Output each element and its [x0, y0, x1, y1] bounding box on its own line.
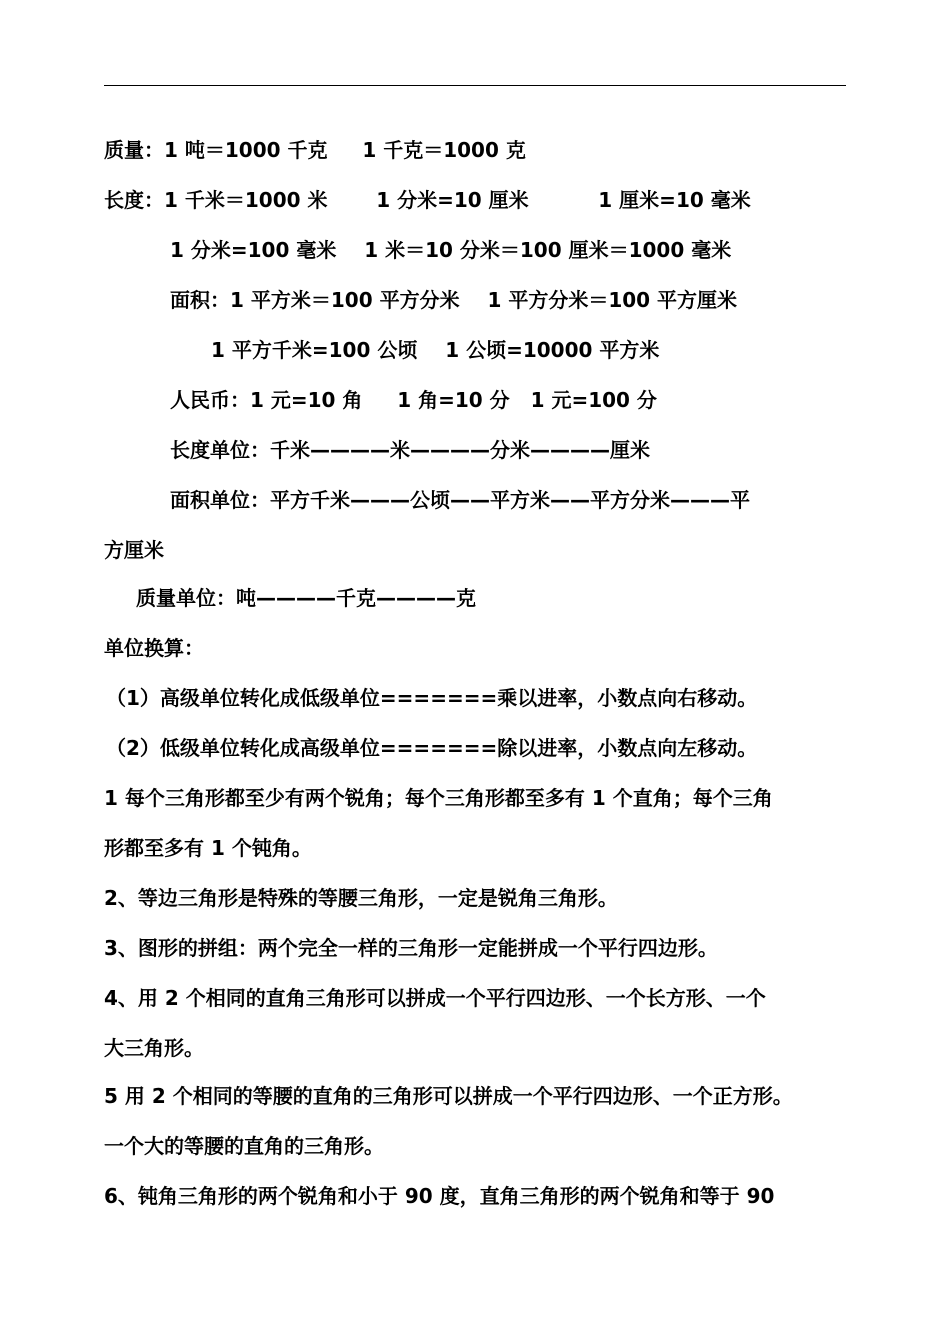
triangle-fact-3: 3、图形的拼组：两个完全一样的三角形一定能拼成一个平行四边形。	[104, 936, 718, 960]
triangle-fact-1: 1 每个三角形都至少有两个锐角；每个三角形都至多有 1 个直角；每个三角	[104, 786, 773, 810]
area-units-line-continued: 方厘米	[104, 538, 164, 562]
triangle-fact-5: 5 用 2 个相同的等腰的直角的三角形可以拼成一个平行四边形、一个正方形。	[104, 1084, 793, 1108]
triangle-fact-5-continued: 一个大的等腰的直角的三角形。	[104, 1134, 384, 1158]
area-conversion-line-2: 1 平方千米=100 公顷 1 公顷=10000 平方米	[211, 338, 660, 362]
header-rule	[104, 85, 846, 86]
unit-conversion-heading: 单位换算：	[104, 636, 204, 660]
triangle-fact-6: 6、钝角三角形的两个锐角和小于 90 度，直角三角形的两个锐角和等于 90	[104, 1184, 775, 1208]
triangle-fact-2: 2、等边三角形是特殊的等腰三角形，一定是锐角三角形。	[104, 886, 618, 910]
mass-conversion-line: 质量：1 吨＝1000 千克 1 千克＝1000 克	[104, 138, 526, 162]
mass-units-line: 质量单位：吨————千克————克	[136, 586, 476, 610]
triangle-fact-4-continued: 大三角形。	[104, 1036, 204, 1060]
area-conversion-line: 面积：1 平方米＝100 平方分米 1 平方分米＝100 平方厘米	[170, 288, 738, 312]
conversion-rule-1: （1）高级单位转化成低级单位=======乘以进率，小数点向右移动。	[106, 686, 758, 710]
triangle-fact-1-continued: 形都至多有 1 个钝角。	[104, 836, 312, 860]
conversion-rule-2: （2）低级单位转化成高级单位=======除以进率，小数点向左移动。	[106, 736, 758, 760]
area-units-line: 面积单位：平方千米———公顷——平方米——平方分米———平	[170, 488, 750, 512]
triangle-fact-4: 4、用 2 个相同的直角三角形可以拼成一个平行四边形、一个长方形、一个	[104, 986, 766, 1010]
length-conversion-line-2: 1 分米=100 毫米 1 米＝10 分米＝100 厘米＝1000 毫米	[170, 238, 732, 262]
length-conversion-line: 长度：1 千米＝1000 米 1 分米=10 厘米 1 厘米=10 毫米	[104, 188, 751, 212]
currency-conversion-line: 人民币：1 元=10 角 1 角=10 分 1 元=100 分	[170, 388, 657, 412]
length-units-line: 长度单位：千米————米————分米————厘米	[170, 438, 650, 462]
